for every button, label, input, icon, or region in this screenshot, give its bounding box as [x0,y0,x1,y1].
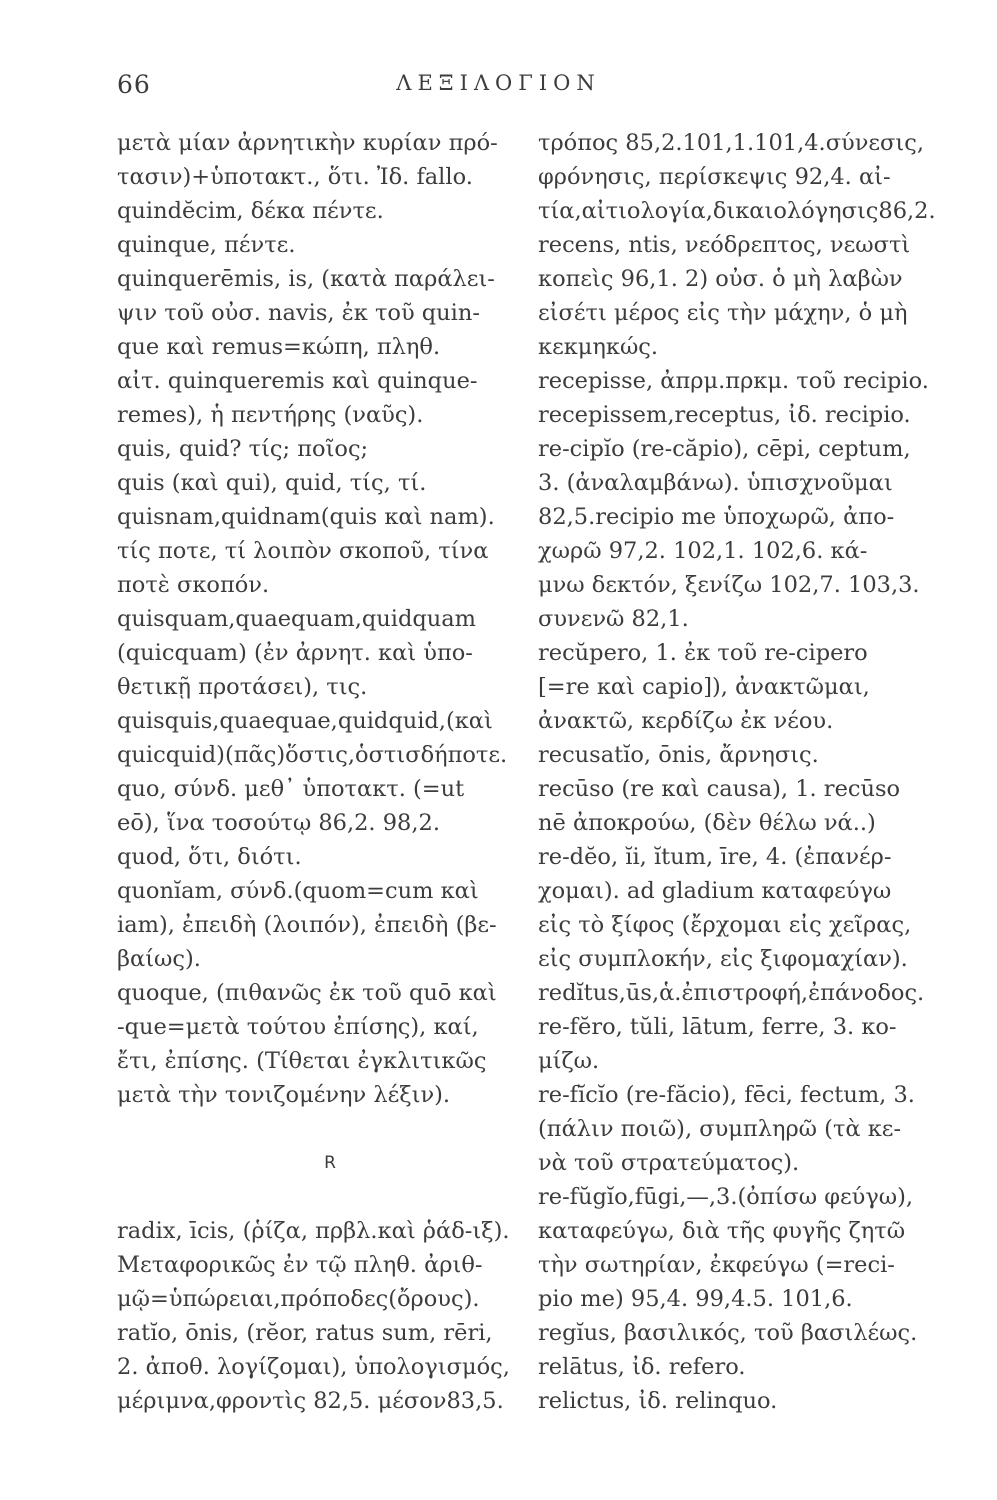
entry-line: que καὶ remus=κώπη, πληθ. [117,334,441,360]
entry-line: quisquis,quaequae,quidquid,(καὶ [117,708,493,734]
entry-line: remes), ἡ πεντήρης (ναῦς). [117,402,424,428]
entry-line: quoque, (πιθανῶς ἐκ τοῦ quō καὶ [117,980,497,1006]
entry-line: quis, quid? τίς; ποῖος; [117,436,369,462]
entry-line: recusatĭo, ōnis, ἄρνησις. [538,742,819,768]
entry-line: Μεταφορικῶς ἐν τῷ πληθ. ἀριθ- [117,1252,483,1278]
entry-line: re-dĕo, ĭi, ĭtum, īre, 4. (ἐπανέρ- [538,844,892,870]
entry-line: re-fĭcĭo (re-făcio), fēci, fectum, 3. [538,1082,915,1108]
entry-line: τρόπος 85,2.101,1.101,4.σύνεσις, [538,130,924,156]
entry-line: καταφεύγω, διὰ τῆς φυγῆς ζητῶ [538,1218,906,1244]
entry-line: (πάλιν ποιῶ), συμπληρῶ (τὰ κε- [538,1116,902,1142]
entry-line: recŭpero, 1. ἐκ τοῦ re-cipero [538,640,868,666]
entry-line: τὴν σωτηρίαν, ἐκφεύγω (=reci- [538,1252,895,1278]
entry-line: pio me) 95,4. 99,4.5. 101,6. [538,1286,853,1312]
entry-line: συνενῶ 82,1. [538,606,689,632]
entry-line: ἀνακτῶ, κερδίζω ἐκ νέου. [538,708,834,734]
entry-line: τία,αἰτιολογία,δικαιολόγησις86,2. [538,198,936,224]
entry-line: χωρῶ 97,2. 102,1. 102,6. κά- [538,538,868,564]
entry-line: nē ἀποκρούω, (δὲν θέλω νά..) [538,810,876,836]
entry-line: μνω δεκτόν, ξενίζω 102,7. 103,3. [538,572,920,598]
entry-line: (quicquam) (ἐν ἀρνητ. καὶ ὑπο- [117,640,473,666]
entry-line: quicquid)(πᾶς)ὅστις,ὁστισδήποτε. [117,742,508,768]
entry-line: μετὰ μίαν ἀρνητικὴν κυρίαν πρό- [117,130,498,156]
entry-line: quisnam,quidnam(quis καὶ nam). [117,504,495,530]
entry-line: τίς ποτε, τί λοιπὸν σκοποῦ, τίνα [117,538,489,564]
entry-line: regĭus, βασιλικός, τοῦ βασιλέως. [538,1320,918,1346]
entry-line: ψιν τοῦ οὐσ. navis, ἐκ τοῦ quin- [117,300,480,326]
blank-line [117,1180,517,1214]
entry-line: radix, īcis, (ῥίζα, πρβλ.καὶ ῥάδ-ιξ). [117,1218,510,1244]
entry-line: εἰς τὸ ξίφος (ἔρχομαι εἰς χεῖρας, [538,912,912,938]
entry-line: ἔτι, ἐπίσης. (Τίθεται ἐγκλιτικῶς [117,1048,487,1074]
entry-line: relictus, ἰδ. relinquo. [538,1388,778,1414]
entry-line: [=re καὶ capio]), ἀνακτῶμαι, [538,674,870,700]
entry-line: recens, ntis, νεόδρεπτος, νεωστὶ [538,232,911,258]
entry-line: νὰ τοῦ στρατεύματος). [538,1150,800,1176]
entry-line: ratĭo, ōnis, (rĕor, ratus sum, rēri, [117,1320,493,1346]
entry-line: χομαι). ad gladium καταφεύγω [538,878,892,904]
entry-line: μέριμνα,φροντὶς 82,5. μέσον83,5. [117,1388,504,1414]
entry-line: quisquam,quaequam,quidquam [117,606,476,632]
entry-line: recepisse, ἀπρμ.πρκμ. τοῦ recipio. [538,368,929,394]
left-column [117,126,517,1418]
entry-line: μῷ=ὑπώρειαι,πρόποδες(ὄρους). [117,1286,480,1312]
entry-line: μετὰ τὴν τονιζομένην λέξιν). [117,1082,451,1108]
entry-line: quinque, πέντε. [117,232,296,258]
entry-line: εἰσέτι μέρος εἰς τὴν μάχην, ὁ μὴ [538,300,908,326]
entry-line: εἰς συμπλοκήν, εἰς ξιφομαχίαν). [538,946,908,972]
entry-line: θετικῇ προτάσει), τις. [117,674,368,700]
entry-line: ποτὲ σκοπόν. [117,572,270,598]
blank-line [117,1112,517,1146]
entry-line: αἰτ. quinqueremis καὶ quinque- [117,368,478,394]
entry-line: 82,5.recipio me ὑποχωρῶ, ἀπο- [538,504,895,530]
entry-line: recūso (re καὶ causa), 1. recūso [538,776,901,802]
entry-line: relātus, ἰδ. refero. [538,1354,746,1380]
entry-line: eō), ἵνα τοσούτῳ 86,2. 98,2. [117,810,440,836]
entry-line: μίζω. [538,1048,600,1074]
entry-line: 2. ἀποθ. λογίζομαι), ὑπολογισμός, [117,1354,510,1380]
entry-line: quod, ὅτι, διότι. [117,844,302,870]
entry-line: κοπεὶς 96,1. 2) οὐσ. ὁ μὴ λαβὼν [538,266,903,292]
entry-line: iam), ἐπειδὴ (λοιπόν), ἐπειδὴ (βε- [117,912,497,938]
entry-line: βαίως). [117,946,201,972]
entry-line: φρόνησις, περίσκεψις 92,4. αἰ- [538,164,891,190]
entry-line: quinquerēmis, is, (κατὰ παράλει- [117,266,495,292]
entry-line: -que=μετὰ τούτου ἐπίσης), καί, [117,1014,479,1040]
entry-line: recepissem,receptus, ἰδ. recipio. [538,402,911,428]
entry-line: re-fĕro, tŭli, lātum, ferre, 3. κο- [538,1014,897,1040]
entry-line: quo, σύνδ. μεθ᾽ ὑποτακτ. (=ut [117,776,465,802]
entry-line: redĭtus,ūs,ἁ.ἐπιστροφή,ἐπάνοδος. [538,980,925,1006]
section-letter: R [324,1153,336,1173]
entry-line: re-cipĭo (re-căpio), cēpi, ceptum, [538,436,911,462]
running-title: ΛΕΞΙΛΟΓΙΟΝ [396,71,601,95]
entry-line: re-fŭgĭo,fūgi,—,3.(ὀπίσω φεύγω), [538,1184,914,1210]
entry-line: quonĭam, σύνδ.(quom=cum καὶ [117,878,479,904]
entry-line: τασιν)+ὑποτακτ., ὅτι. Ἰδ. fallo. [117,164,473,190]
right-column [538,126,938,1418]
entry-line: κεκμηκώς. [538,334,659,360]
entry-line: quindĕcim, δέκα πέντε. [117,198,384,224]
entry-line: quis (καὶ qui), quid, τίς, τί. [117,470,427,496]
page-number: 66 [117,70,151,99]
entry-line: 3. (ἀναλαμβάνω). ὑπισχνοῦμαι [538,470,893,496]
